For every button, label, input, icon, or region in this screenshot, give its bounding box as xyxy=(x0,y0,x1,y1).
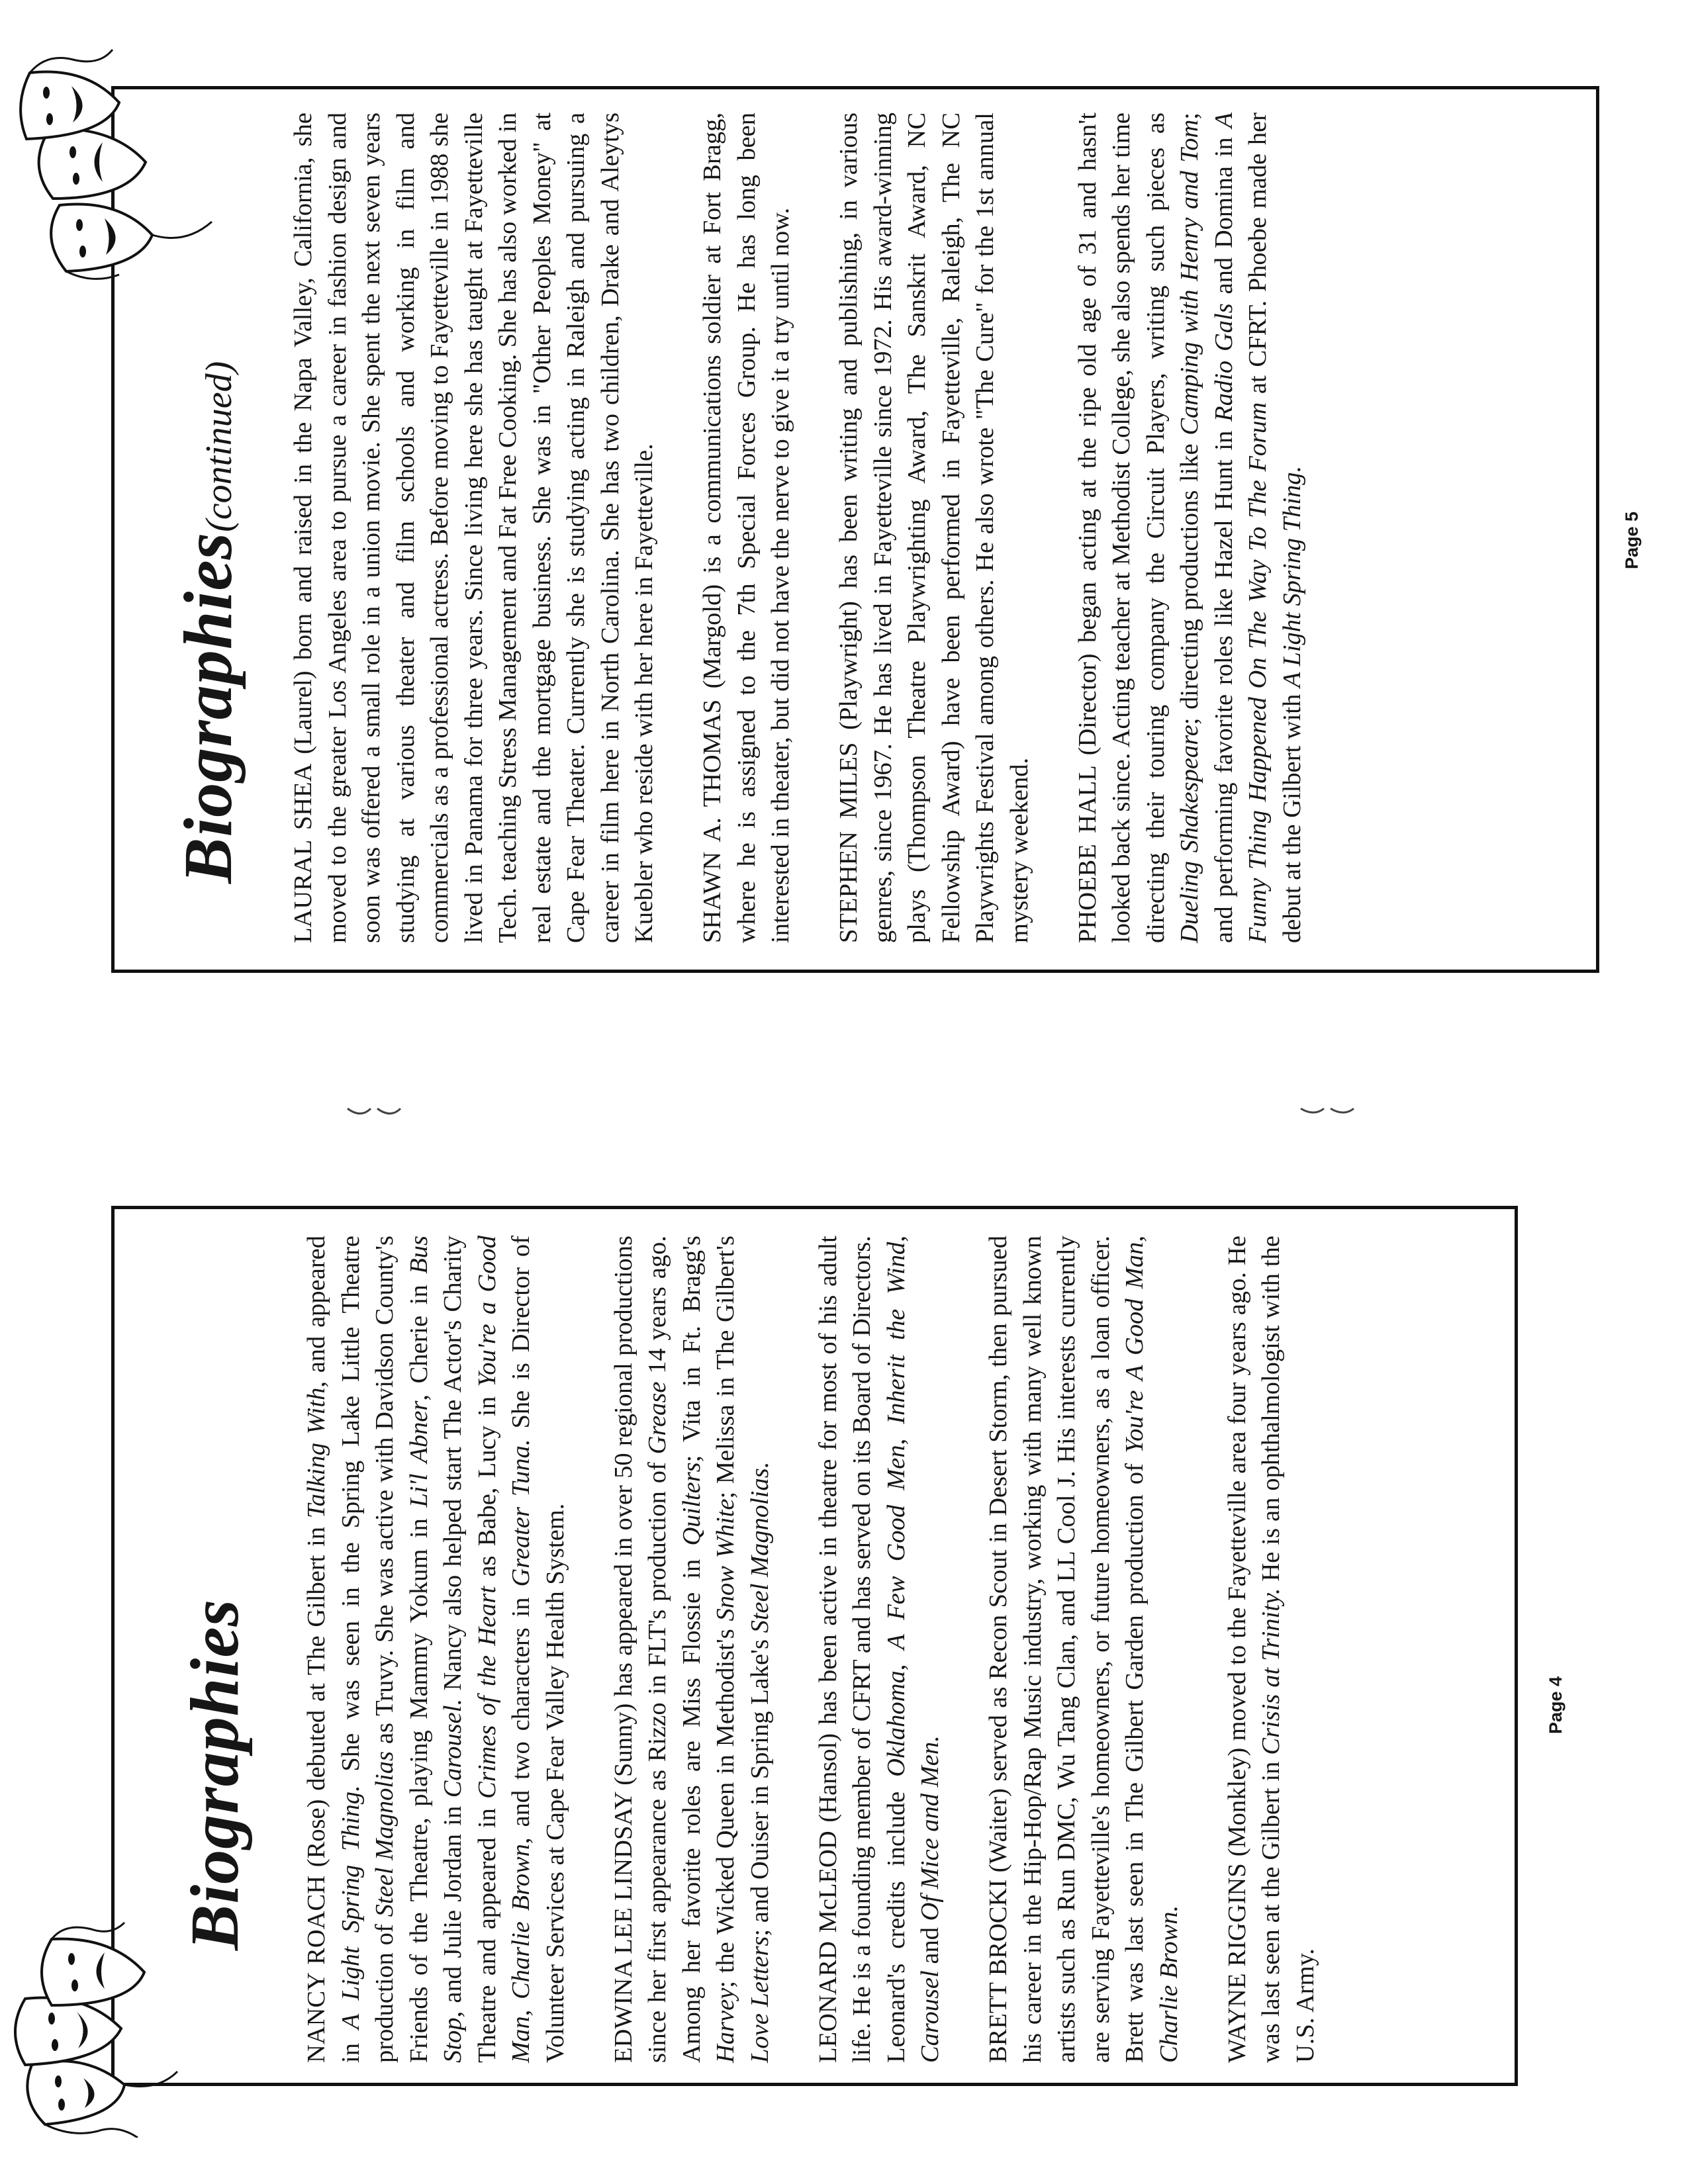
bio-title-italic: Dueling Shakespeare xyxy=(1176,725,1203,943)
bio-name: NANCY ROACH (Rose) xyxy=(303,1799,330,2063)
bio-text: and Domina in xyxy=(1209,128,1238,304)
bio-text: ; Vita in Ft. Bragg's xyxy=(677,1236,706,1463)
bio-text: She is Director of Volunteer Services at Cape Fear Valley Health System. xyxy=(507,1235,569,2063)
page-4-panel xyxy=(111,1206,1518,2086)
bio-title-italic: Oklahoma xyxy=(882,1670,910,1777)
bio-title-italic: You're A Good Man, Charlie Brown. xyxy=(1121,1236,1183,2063)
bio-name: LAURAL SHEA (Laurel) xyxy=(289,670,317,943)
bio-title-italic: Inherit the Wind xyxy=(882,1242,910,1424)
bio-title-italic: Talking With xyxy=(303,1387,330,1519)
bio-title-italic: Love Letters xyxy=(745,1936,774,2063)
bio-text: ; directing productions like xyxy=(1176,435,1203,725)
bio-text: ; the Wicked Queen in Methodist's xyxy=(712,1621,739,1988)
bio-text: has been writing and publishing, in various genres, since 1967. He has lived in Fayetteville since 1972. His award-winning plays (Thompson Theatre Playwrighting Award, The Sanskrit Award, NC Fellowship Award) have been performed in Fayetteville, Raleigh, The NC Playwrights Festival among others. He also wrote "The Cure" for the 1st annual mystery weekend. xyxy=(835,112,1033,943)
bio-text: ; and performing favorite roles like Hazel Hunt in xyxy=(1176,113,1238,943)
bio-text: He is an ophthalmologist with the U.S. Army. xyxy=(1257,1236,1319,2063)
bio-title-italic: Carousel. xyxy=(439,1698,467,1798)
page-5-panel xyxy=(111,86,1599,973)
bio-name: LEONARD McLEOD (Hansol) xyxy=(814,1733,842,2063)
bio-title-italic: Bus Stop xyxy=(404,1236,467,2063)
bio-title-italic: Steel Magnolias. xyxy=(745,1461,774,1633)
bio-title-italic: Quilters xyxy=(677,1462,706,1546)
bio-text: , and Julie Jordan in xyxy=(439,1797,467,2018)
bio-title-italic: Crisis at Trinity. xyxy=(1257,1588,1285,1755)
bio-title-italic: Harvey xyxy=(712,1987,739,2063)
page-5-bios xyxy=(287,113,1344,943)
bio-text: began acting at the ripe old age of 31 and hasn't looked back since. Acting teacher at Methodist College, she also spends her time directing their touring company the Circuit Players, writing such pieces as xyxy=(1073,113,1170,943)
bio-text: debuted at The Gilbert in xyxy=(303,1518,330,1799)
bio-text: , xyxy=(882,1235,910,1242)
bio-text: has been active in theatre for most of his adult life. He is a founding member of CFRT and has served on its Board of Directors. Leonard's credits include xyxy=(814,1235,910,2063)
bio-title-italic: Snow White xyxy=(712,1498,739,1621)
bio-name: BRETT BROCKI (Waiter) xyxy=(984,1788,1012,2063)
bio-paragraph xyxy=(287,113,662,943)
bio-text: She was seen in the Spring Lake Little Theatre production of xyxy=(336,1236,399,2063)
bio-text: ; Melissa in The Gilbert's xyxy=(712,1236,739,1499)
bio-paragraph xyxy=(832,113,1037,943)
page-4-heading: Biographies xyxy=(177,1598,253,1950)
bio-title-italic: Grease xyxy=(643,1381,671,1455)
bio-title-italic: You're a Good Man, Charlie Brown xyxy=(473,1236,535,2063)
bio-paragraph xyxy=(812,1236,948,2063)
bio-text: as Babe, Lucy in xyxy=(473,1387,501,1586)
bio-text: , and two characters in xyxy=(507,1586,535,1844)
page-5-heading xyxy=(170,361,246,884)
page-4-bios xyxy=(300,1236,1357,2063)
bio-text: ; and Ouiser in Spring Lake's xyxy=(745,1633,774,1936)
bio-title-italic: Camping with Henry and Tom xyxy=(1176,119,1203,435)
bio-title-italic: Radio Gals xyxy=(1209,303,1238,422)
bio-text: , xyxy=(882,1649,910,1671)
bio-title-italic: Li'l Abner xyxy=(404,1400,433,1508)
bio-text: born and raised in the Napa Valley, California, she moved to the greater Los Angeles area to pursue a career in fashion design and soon was offered a small role in a union movie. She spent the next seven years studying at various theater and film schools and working in film and commercials as a professional actress. Before moving to Fayetteville in 1988 she lived in Panama for three years. Since living here she has taught at Fayetteville Tech. teaching Stress Management and Fat Free Cooking. She has also worked in real estate and the mortgage business. She was in "Other Peoples Money" at Cape Fear Theater. Currently she is studying acting in Raleigh and pursuing a career in film here in North Carolina. She has two children, Drake and Aleytys Kuebler who reside with her here in Fayetteville. xyxy=(289,113,658,943)
bio-paragraph xyxy=(1071,113,1310,943)
binding-mark-top-icon xyxy=(344,1095,407,1122)
theatre-masks-left-icon xyxy=(5,1919,204,2138)
bio-title-italic: A Funny Thing Happened On The Way To The Forum xyxy=(1209,113,1272,943)
bio-title-italic: A Few Good Men xyxy=(882,1445,910,1650)
bio-name: WAYNE RIGGINS (Monkley) xyxy=(1223,1747,1251,2063)
bio-text: 14 years ago. Among her favorite roles are Miss Flossie in xyxy=(643,1235,706,2063)
bio-paragraph xyxy=(300,1236,573,2063)
bio-paragraph xyxy=(982,1236,1186,2063)
bio-text: as Truvy. She was active with Davidson County's Friends of the Theatre, playing Mammy Yokum in xyxy=(371,1236,433,2063)
bio-name: EDWINA LEE LINDSAY (Sunny) xyxy=(609,1703,637,2063)
bio-text: served as Recon Scout in Desert Storm, then pursued his career in the Hip-Hop/Rap Music industry, working with many well known artists such as Run DMC, Wu Tang Clan, and LL Cool J. His interests currently are serving Fayetteville's homeowners, or future homeowners, as a loan officer. Brett was last seen in The Gilbert Garden production of xyxy=(984,1236,1149,2063)
bio-text: Nancy also helped start The Actor's Charity Theatre and appeared in xyxy=(439,1235,501,2063)
bio-text: moved to the Fayetteville area four years ago. He was last seen at the Gilbert in xyxy=(1223,1236,1285,2063)
bio-text: and xyxy=(916,1921,944,1971)
bio-text: , Cherie in xyxy=(404,1273,433,1401)
bio-name: STEPHEN MILES (Playwright) xyxy=(835,601,863,943)
bio-paragraph xyxy=(1221,1236,1323,2063)
bio-text: , xyxy=(882,1424,910,1445)
bio-text: has appeared in over 50 regional productions since her first appearance as Rizzo in FLT's production of xyxy=(609,1236,671,2063)
bio-text: at CFRT. Phoebe made her debut at the Gilbert with xyxy=(1244,113,1306,943)
page-5-heading-continued: (continued) xyxy=(199,361,240,532)
bio-title-italic: Greater Tuna. xyxy=(507,1439,535,1587)
bio-text: , and appeared in xyxy=(303,1235,365,2063)
bio-title-italic: A Light Spring Thing. xyxy=(336,1785,365,2030)
bio-name: SHAWN A. THOMAS (Margold) xyxy=(698,584,726,943)
theatre-masks-right-icon xyxy=(13,46,225,285)
bio-title-italic: Crimes of the Heart xyxy=(473,1586,501,1799)
bio-title-italic: Steel Magnolias xyxy=(371,1751,399,1917)
bio-name: PHOEBE HALL (Director) xyxy=(1073,653,1102,943)
bio-paragraph xyxy=(696,113,798,943)
bio-title-italic: A Light Spring Thing. xyxy=(1278,465,1306,688)
binding-mark-bottom-icon xyxy=(1297,1095,1360,1122)
bio-title-italic: Carousel xyxy=(916,1970,944,2063)
bio-text: is a communications soldier at Fort Bragg, where he is assigned to the 7th Special Forces Group. He has long been interested in theater, but did not have the nerve to give it a try until now. xyxy=(698,113,794,943)
bio-paragraph xyxy=(607,1236,778,2063)
bio-title-italic: Of Mice and Men. xyxy=(916,1735,944,1921)
page-4-number: Page 4 xyxy=(1546,1676,1566,1734)
page-5-heading-main: Biographies xyxy=(170,531,246,884)
page-5-number: Page 5 xyxy=(1622,511,1642,569)
